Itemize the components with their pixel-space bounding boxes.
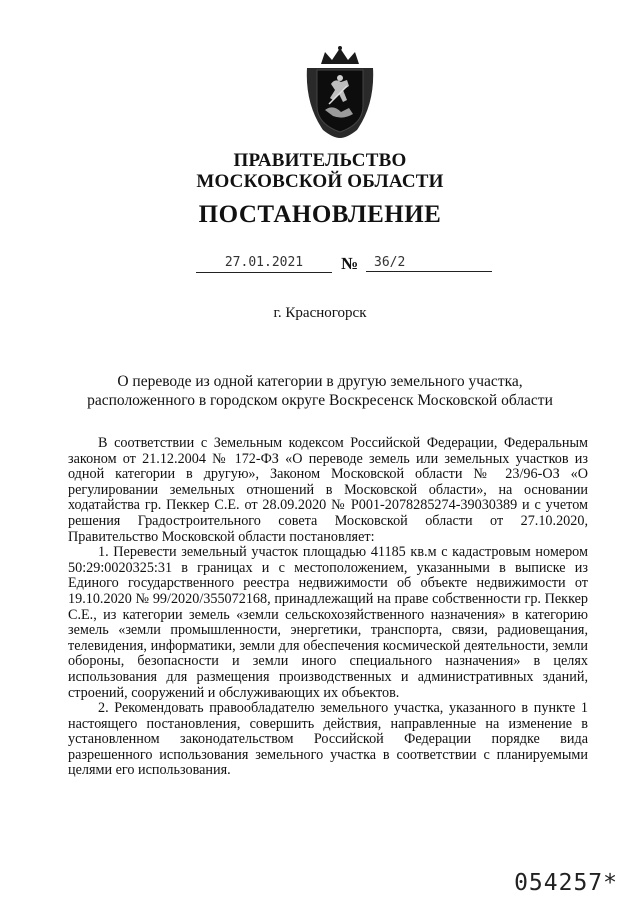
subject-line-2: расположенного в городском округе Воскресенск Московской области [87,392,553,409]
authority-line-2: МОСКОВСКОЙ ОБЛАСТИ [196,171,444,192]
item-1-paragraph: 1. Перевести земельный участок площадью 41185 кв.м с кадастровым номером 50:29:0020325:31 в границах и с местоположением, указанными в выписке из Единого государственного реестра недвижимости об объекте недвижимости от 19.10.2020 № 99/2020/355072168, принадлежащий на праве собственности гр. Пеккер С.Е., из категории земель «земли сельскохозяйственного назначения» в категорию земель «земли промышленности, энергетики, транспорта, связи, радиовещания, телевидения, информатики, земли для обеспечения космической деятельности, земли обороны, безопасности и земли иного специального назначения» в целях использования для размещения производственных и административных зданий, строений, сооружений и обслуживающих их объектов. [68,544,588,701]
registration-stamp-number: 054257* [514,870,618,896]
registration-line [196,256,496,278]
decree-body [68,436,588,779]
number-sign: № [341,254,359,273]
subject-line-1: О переводе из одной категории в другую земельного участка, [117,373,523,390]
decree-date: 27.01.2021 [196,256,332,273]
preamble-paragraph: В соответствии с Земельным кодексом Российской Федерации, Федеральным законом от 21.12.2004 № 172-ФЗ «О переводе земель или земельных участков из одной категории в другую», Законом Московской области № 23/96-ОЗ «О регулировании земельных отношений в Московской области», на основании ходатайства гр. Пеккер С.Е. от 28.09.2020 № Р001-2078285274-39030389 и с учетом решения Градостроительного совета Московской области от 27.10.2020, Правительство Московской области постановляет: [68,435,588,545]
document-type-title: ПОСТАНОВЛЕНИЕ [198,201,442,228]
decree-number: 36/2 [366,256,492,272]
item-2-paragraph: 2. Рекомендовать правообладателю земельного участка, указанного в пункте 1 настоящего постановления, совершить действия, направленные на изменение в установленном законодательством Российской Федерации порядке вида разрешенного использования земельного участка в соответствии с планируемыми целями его использования. [68,700,588,779]
place-of-issue: г. Красногорск [273,305,367,321]
decree-subject [0,372,640,410]
authority-line-1: ПРАВИТЕЛЬСТВО [233,150,407,171]
coat-of-arms-icon [303,44,377,140]
issuing-authority [0,150,640,192]
